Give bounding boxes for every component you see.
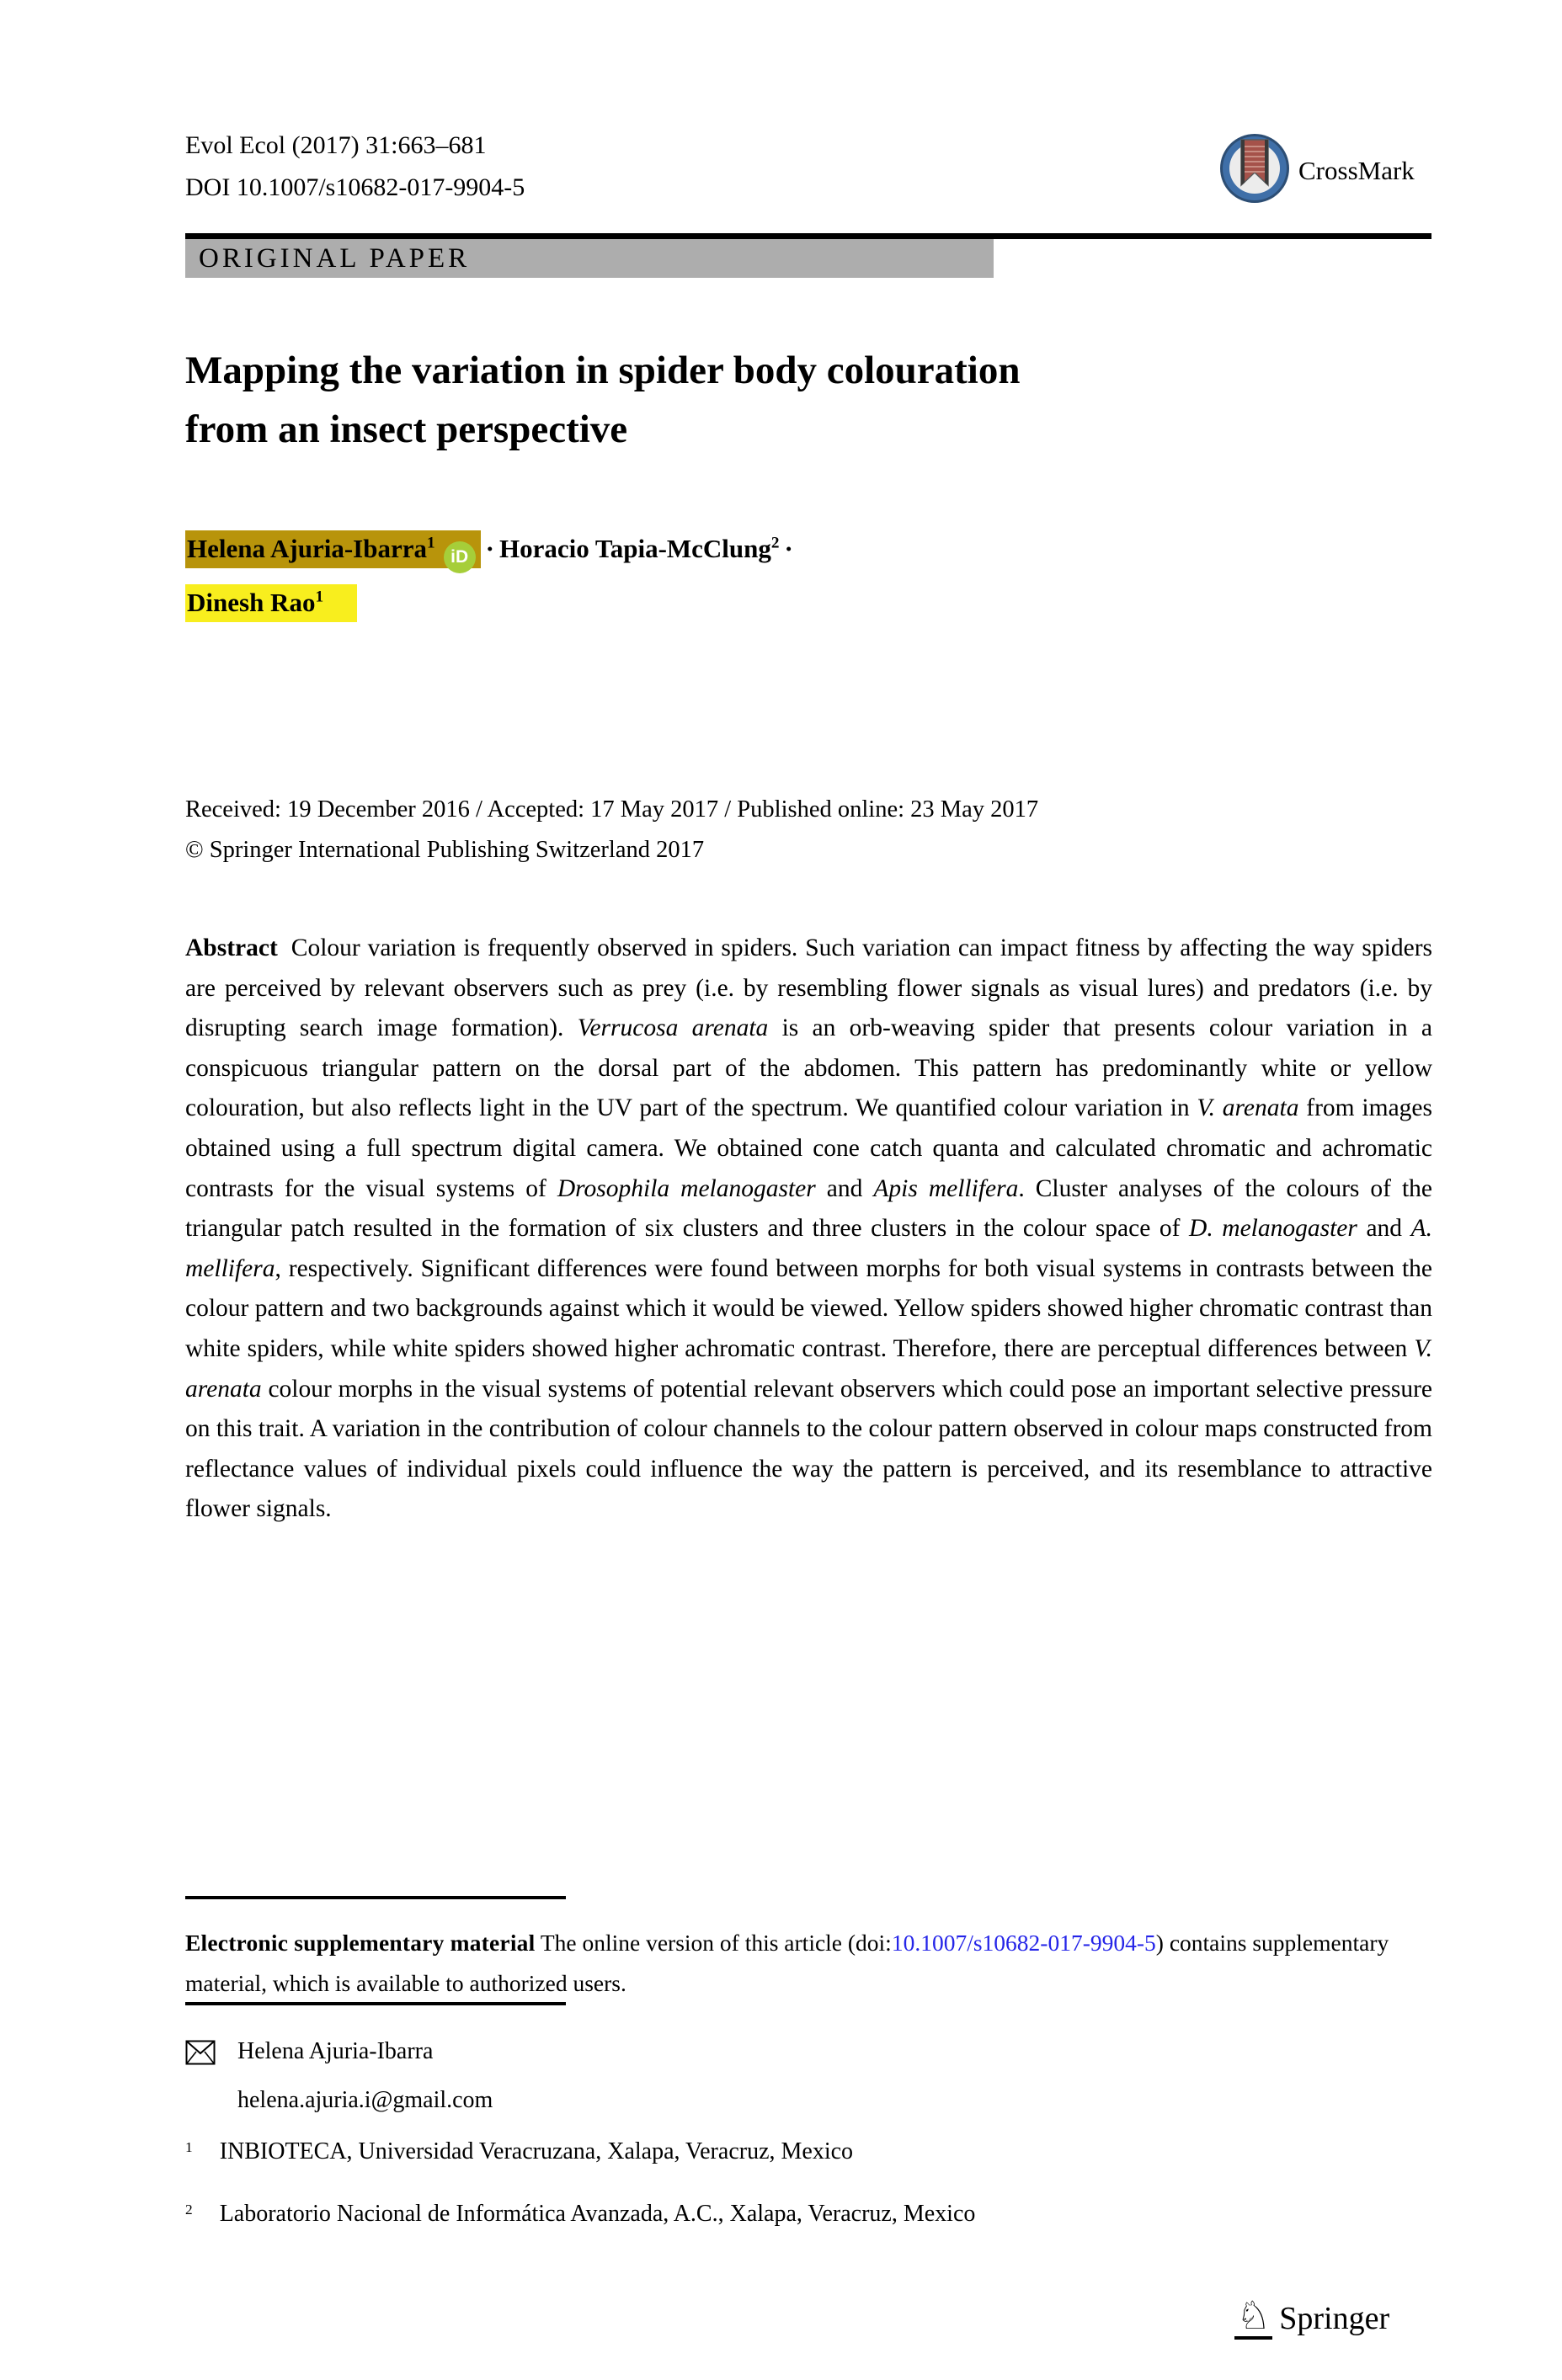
abstract-label: Abstract xyxy=(185,934,278,961)
supplementary-material-note xyxy=(185,1923,1436,2004)
publisher-name: Springer xyxy=(1279,2300,1390,2336)
corresponding-author-name: Helena Ajuria-Ibarra xyxy=(237,2038,434,2064)
author-3-affiliation-mark: 1 xyxy=(315,588,324,606)
envelope-icon xyxy=(185,2037,216,2079)
author-list xyxy=(185,522,1280,630)
publication-history xyxy=(185,790,1038,871)
journal-volume-pages: Evol Ecol (2017) 31:663–681 xyxy=(185,131,487,159)
author-separator: · xyxy=(784,534,793,563)
article-title-line2: from an insect perspective xyxy=(185,407,628,451)
article-type-banner: ORIGINAL PAPER xyxy=(185,239,994,278)
author-separator: · xyxy=(485,534,494,563)
footnote-rule xyxy=(185,2002,566,2005)
affiliation-1 xyxy=(185,2138,975,2165)
corresponding-author-block xyxy=(185,2031,493,2122)
author-3-name: Dinesh Rao xyxy=(187,588,316,617)
journal-citation-block xyxy=(185,125,525,209)
affiliation-2 xyxy=(185,2201,975,2228)
article-title-line1: Mapping the variation in spider body colouration xyxy=(185,349,1021,392)
abstract-body: Colour variation is frequently observed in spiders. Such variation can impact fitness by affecting the way spiders are perceived by relevant observers such as prey (i.e. by resembling flower signals as visual lures) and predators (i.e. by disrupting search image formation). Verrucosa arenata is an orb-weaving spider that presents colour variation in a conspicuous triangular pattern on the dorsal part of the abdomen. This pattern has predominantly white or yellow colouration, but also reflects light in the UV part of the spectrum. We quantified colour variation in V. arenata from images obtained using a full spectrum digital camera. We obtained cone catch quanta and calculated chromatic and achromatic contrasts for the visual systems of Drosophila melanogaster and Apis mellifera. Cluster analyses of the colours of the triangular patch resulted in the formation of six clusters and three clusters in the colour space of D. melanogaster and A. mellifera, respectively. Significant differences were found between morphs for both visual systems in contrasts between the colour pattern and two backgrounds against which it would be viewed. Yellow spiders showed higher chromatic contrast than white spiders, while white spiders showed higher achromatic contrast. Therefore, there are perceptual differences between V. arenata colour morphs in the visual systems of potential relevant observers which could pose an important selective pressure on this trait. A variation in the contribution of colour channels to the colour pattern observed in colour maps constructed from reflectance values of individual pixels could influence the way the pattern is perceived, and its resemblance to attractive flower signals. xyxy=(185,934,1433,1523)
esm-doi-link[interactable]: 10.1007/s10682-017-9904-5 xyxy=(891,1930,1156,1956)
springer-horse-icon: ♘ xyxy=(1234,2297,1272,2340)
author-2-name: Horacio Tapia-McClung xyxy=(498,534,771,563)
article-title xyxy=(185,341,1314,459)
author-1-name: Helena Ajuria-Ibarra xyxy=(187,534,427,563)
author-2 xyxy=(499,534,780,563)
author-1-affiliation-mark: 1 xyxy=(427,534,435,552)
received-accepted-published: Received: 19 December 2016 / Accepted: 17 May 2017 / Published online: 23 May 2017 xyxy=(185,796,1039,823)
article-doi: DOI 10.1007/s10682-017-9904-5 xyxy=(185,173,525,201)
corresponding-author-email: helena.ajuria.i@gmail.com xyxy=(237,2087,493,2113)
orcid-icon[interactable]: iD xyxy=(444,541,476,573)
esm-label: Electronic supplementary material xyxy=(185,1930,536,1956)
affiliation-1-number: 1 xyxy=(185,2139,193,2155)
copyright-line: © Springer International Publishing Switzerland 2017 xyxy=(185,837,705,863)
author-2-affiliation-mark: 2 xyxy=(770,534,780,552)
publisher-logo xyxy=(1234,2294,1390,2340)
author-1-highlighted xyxy=(185,530,481,568)
esm-text-pre: The online version of this article (doi: xyxy=(535,1930,892,1956)
abstract xyxy=(185,929,1432,1530)
crossmark-label: CrossMark xyxy=(1298,155,1415,185)
affiliation-2-number: 2 xyxy=(185,2202,193,2218)
crossmark-badge[interactable] xyxy=(1219,133,1415,208)
crossmark-icon xyxy=(1219,133,1290,208)
author-3-highlighted xyxy=(185,584,357,622)
affiliation-1-text: INBIOTECA, Universidad Veracruzana, Xalapa, Veracruz, Mexico xyxy=(219,2138,854,2164)
affiliation-2-text: Laboratorio Nacional de Informática Avanzada, A.C., Xalapa, Veracruz, Mexico xyxy=(219,2201,976,2227)
footnote-rule xyxy=(185,1896,566,1899)
esm-text-post: ) contains supplementary material, which is available to authorized users. xyxy=(185,1930,1389,1996)
header-rule xyxy=(185,233,1431,239)
affiliation-list xyxy=(185,2138,975,2263)
